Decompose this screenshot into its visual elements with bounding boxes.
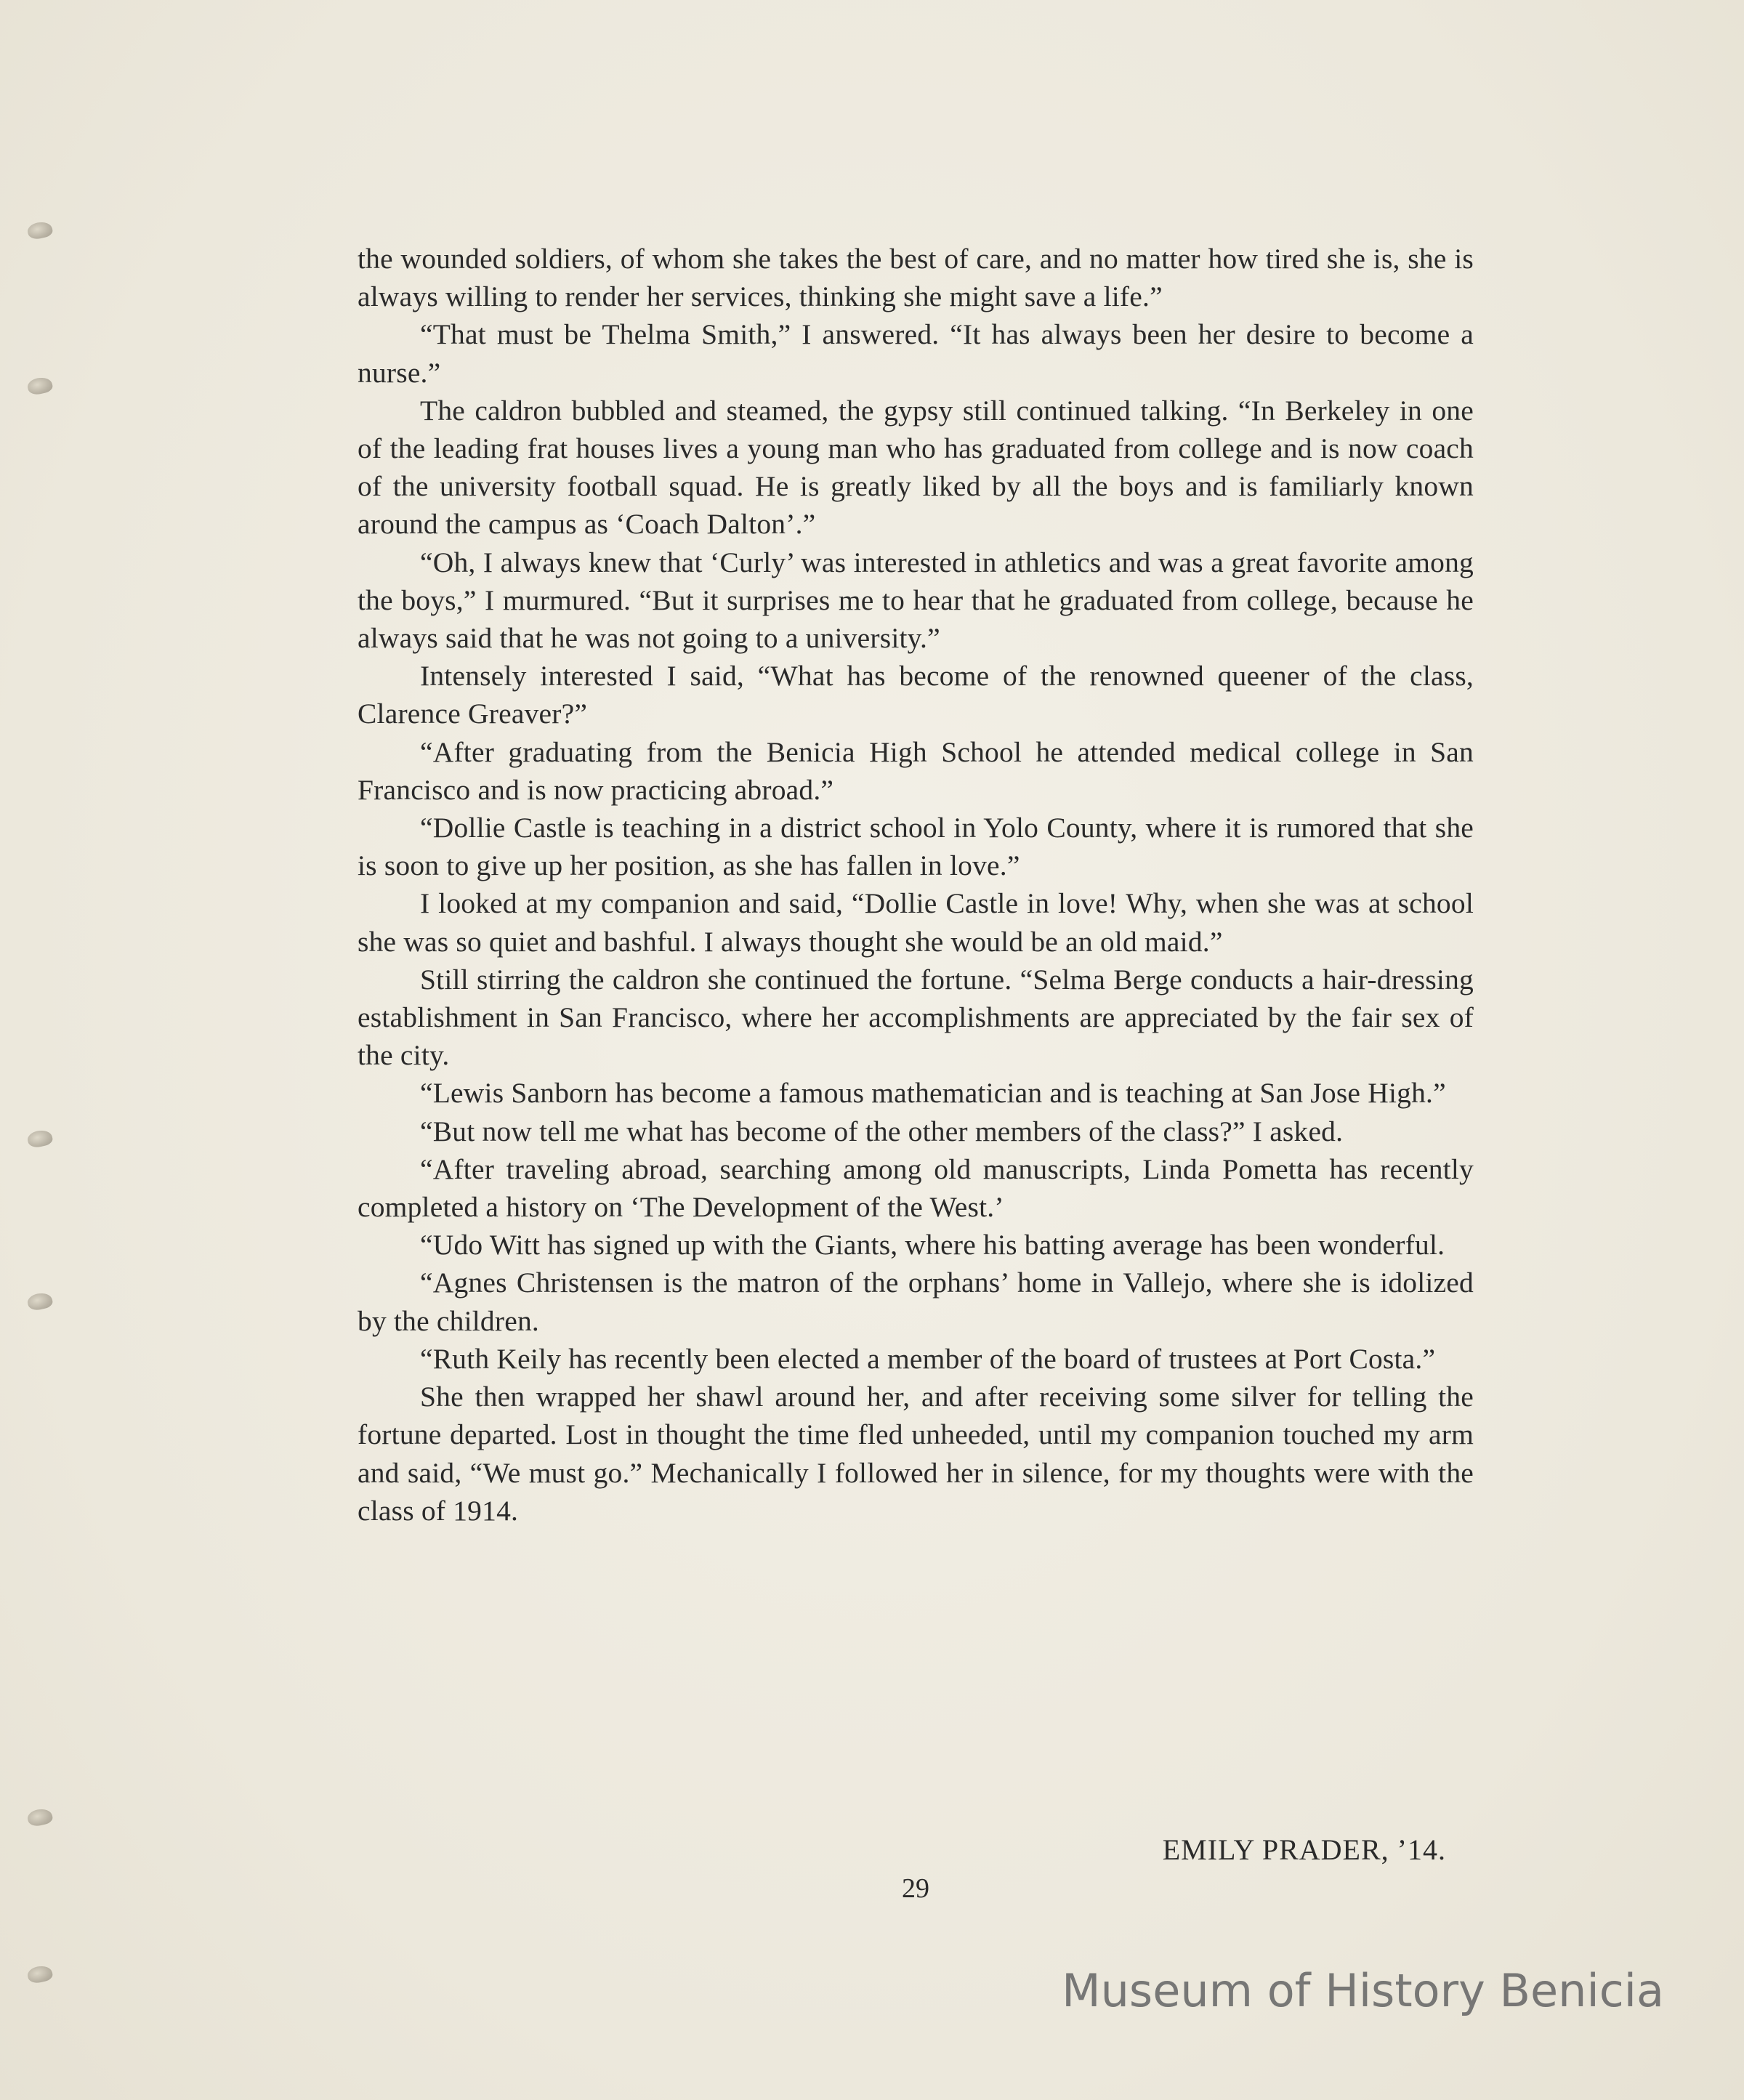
author-signature: EMILY PRADER, ’14. — [1162, 1833, 1446, 1866]
paragraph: “Ruth Keily has recently been elected a member of the board of trustees at Port Costa.” — [420, 1342, 1436, 1375]
paragraph: The caldron bubbled and steamed, the gypsy still continued talking. “In Berkeley in one of the leading frat houses lives a young man who has graduated from college and is now coach of the university football squad. He is greatly liked by all the boys and is familiarly known around the campus as ‘Coach Dalton’.” — [358, 394, 1474, 541]
binding-hole-mark — [26, 1964, 54, 1985]
paragraph: the wounded soldiers, of whom she takes the best of care, and no matter how tired she is, she is always willing to render her services, thinking she might save a life.” — [358, 243, 1474, 313]
paragraph: She then wrapped her shawl around her, and after receiving some silver for telling the fortune departed. Lost in thought the time fled unheeded, until my companion touched my arm and said, “We must go.” Mechanically I followed her in silence, for my thoughts were with the class of 1914. — [358, 1381, 1474, 1527]
paragraph: “That must be Thelma Smith,” I answered. “It has always been her desire to become a nurse.” — [358, 318, 1474, 389]
body-text — [358, 240, 1474, 1530]
binding-hole-mark — [26, 1128, 54, 1150]
binding-hole-mark — [26, 220, 54, 241]
paragraph: Intensely interested I said, “What has become of the renowned queener of the class, Clarence Greaver?” — [358, 660, 1474, 730]
page-number: 29 — [902, 1873, 929, 1904]
paragraph: “Agnes Christensen is the matron of the orphans’ home in Vallejo, where she is idolized by the children. — [358, 1267, 1474, 1337]
binding-hole-mark — [26, 1291, 54, 1312]
binding-hole-mark — [26, 1807, 54, 1828]
paragraph: “After traveling abroad, searching among old manuscripts, Linda Pometta has recently completed a history on ‘The Development of the West.’ — [358, 1152, 1474, 1224]
paragraph: “But now tell me what has become of the other members of the class?” I asked. — [420, 1115, 1344, 1147]
paragraph: I looked at my companion and said, “Dollie Castle in love! Why, when she was at school she was so quiet and bashful. I always thought she would be an old maid.” — [358, 887, 1474, 958]
paragraph: “Dollie Castle is teaching in a district school in Yolo County, where it is rumored that she is soon to give up her position, as she has fallen in love.” — [358, 812, 1474, 882]
paragraph: “Lewis Sanborn has become a famous mathematician and is teaching at San Jose High.” — [420, 1077, 1446, 1110]
paragraph: “After graduating from the Benicia High School he attended medical college in San Francisco and is now practicing abroad.” — [358, 735, 1474, 806]
paragraph: “Oh, I always knew that ‘Curly’ was interested in athletics and was a great favorite among the boys,” I murmured. “But it surprises me to hear that he graduated from college, because he always said that he was not going to a university.” — [358, 546, 1474, 655]
binding-hole-mark — [26, 376, 54, 397]
museum-watermark: Museum of History Benicia — [1062, 1964, 1664, 2017]
paragraph: Still stirring the caldron she continued the fortune. “Selma Berge conducts a hair-dressing establishment in San Francisco, where her accomplishments are appreciated by the fair sex of the city. — [358, 963, 1474, 1072]
paragraph: “Udo Witt has signed up with the Giants, where his batting average has been wonderful. — [420, 1229, 1445, 1261]
